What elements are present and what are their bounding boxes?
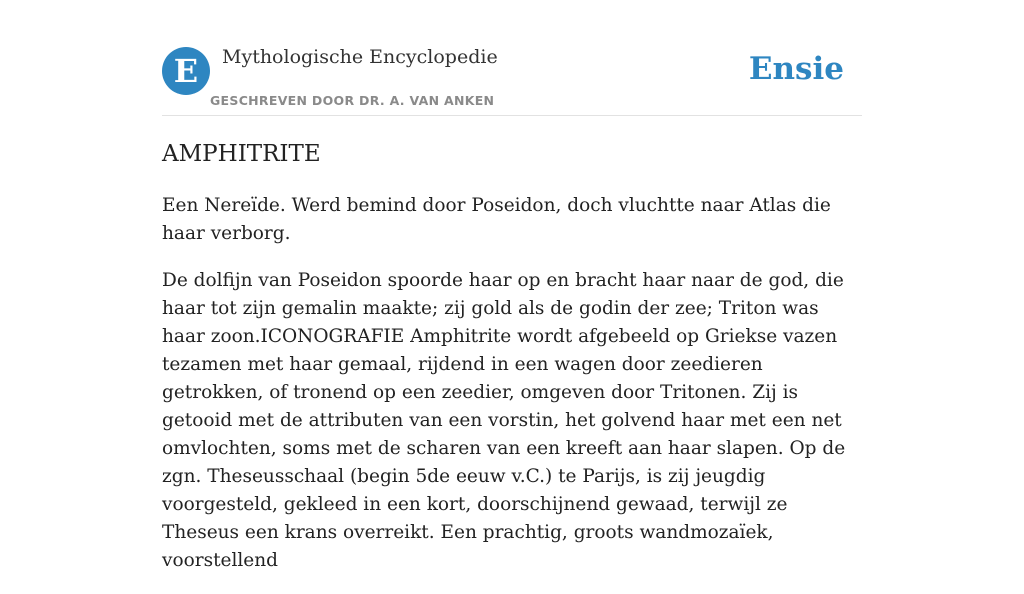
header: [162, 46, 862, 116]
entry-paragraph: De dolfijn van Poseidon spoorde haar op en bracht haar naar de god, die haar tot zijn gemalin maakte; zij gold als de godin der zee; Triton was haar zoon.ICONOGRAFIE Amphitrite wordt afgebeeld op Griekse vazen tezamen met haar gemaal, rijdend in een wagen door zeedieren getrokken, of tronend op een zeedier, omgeven door Tritonen. Zij is getooid met de attributen van een vorstin, het golvend haar met een net omvlochten, soms met de scharen van een kreeft aan haar slapen. Op de zgn. Theseusschaal (begin 5de eeuw v.C.) te Parijs, is zij jeugdig voorgesteld, gekleed in een kort, doorschijnend gewaad, terwijl ze Theseus een krans overreikt. Een prachtig, groots wandmozaïek, voorstellend: [162, 270, 846, 571]
encyclopedia-title[interactable]: Mythologische Encyclopedie: [222, 46, 498, 68]
encyclopedia-logo[interactable]: E: [162, 47, 210, 95]
entry-body: [162, 192, 862, 594]
entry-title: AMPHITRITE: [162, 141, 321, 167]
entry-paragraph: Een Nereïde. Werd bemind door Poseidon, doch vluchtte naar Atlas die haar verborg.: [162, 195, 831, 244]
author-line: GESCHREVEN DOOR DR. A. VAN ANKEN: [210, 93, 495, 108]
brand-logo[interactable]: Ensie: [748, 51, 844, 87]
